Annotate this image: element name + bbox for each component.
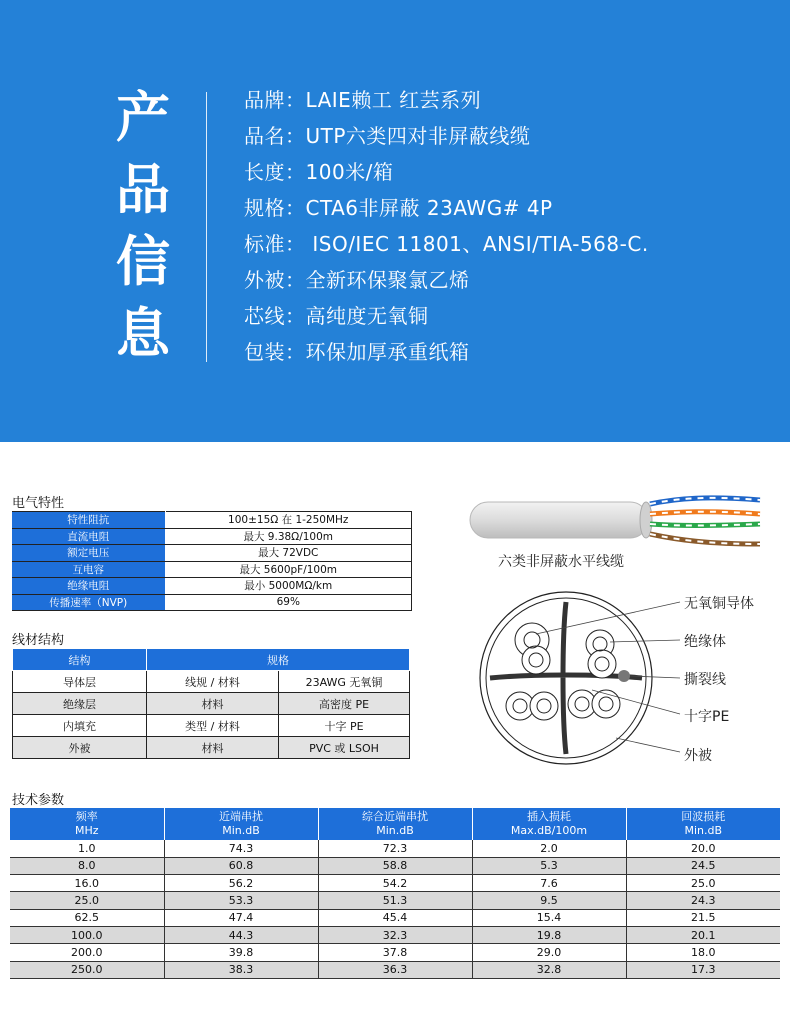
table-cell: 58.8 <box>318 857 472 874</box>
callout-ripcord: 撕裂线 <box>684 672 726 688</box>
spec-brand: 品牌：LAIE赖工 红芸系列 <box>244 88 482 112</box>
table-row <box>10 875 780 892</box>
param-value: 最大 5600pF/100m <box>165 561 412 578</box>
param-value: 最大 9.38Ω/100m <box>165 528 412 545</box>
table-cell: 100.0 <box>10 926 164 943</box>
structure-table <box>12 648 410 759</box>
header-unit: Min.dB <box>222 824 260 837</box>
table-cell: PVC 或 LSOH <box>279 737 410 759</box>
vertical-title-char: 息 <box>116 302 170 365</box>
table-cell: 20.0 <box>626 840 780 857</box>
param-key: 直流电阻 <box>12 528 165 545</box>
table-cell: 29.0 <box>472 944 626 961</box>
spec-standard: 标准： ISO/IEC 11801、ANSI/TIA-568-C. <box>244 232 649 256</box>
table-row <box>13 671 410 693</box>
table-cell: 9.5 <box>472 892 626 909</box>
table-cell: 24.3 <box>626 892 780 909</box>
table-row <box>10 840 780 857</box>
table-cell: 20.1 <box>626 926 780 943</box>
table-cell: 25.0 <box>10 892 164 909</box>
spec-length: 长度：100米/箱 <box>244 160 394 184</box>
header-label: 插入损耗 <box>527 810 571 823</box>
table-cell: 高密度 PE <box>279 693 410 715</box>
spec-list <box>244 84 649 372</box>
table-cell: 21.5 <box>626 909 780 926</box>
tech-title: 技术参数 <box>12 793 65 808</box>
table-cell: 38.3 <box>164 961 318 978</box>
header-unit: Min.dB <box>684 824 723 837</box>
table-cell: 25.0 <box>626 875 780 892</box>
callout-cross-filler: 十字PE <box>684 709 730 725</box>
table-row <box>12 561 412 578</box>
table-cell: 类型 / 材料 <box>147 715 279 737</box>
param-value: 最小 5000MΩ/km <box>165 578 412 595</box>
structure-title: 线材结构 <box>12 633 65 648</box>
header-unit: Min.dB <box>376 824 414 837</box>
table-row <box>12 512 412 529</box>
table-cell: 材料 <box>147 737 279 759</box>
header-label: 回波损耗 <box>681 810 726 823</box>
param-key: 额定电压 <box>12 545 165 562</box>
vertical-title <box>108 82 178 370</box>
table-cell: 5.3 <box>472 857 626 874</box>
column-header: 结构 <box>13 649 147 671</box>
spec-jacket: 外被：全新环保聚氯乙烯 <box>244 268 470 292</box>
callout-insulation: 绝缘体 <box>684 634 726 650</box>
column-header <box>318 808 472 840</box>
param-value: 69% <box>165 594 412 611</box>
param-value: 最大 72VDC <box>165 545 412 562</box>
param-key: 互电容 <box>12 561 165 578</box>
column-header <box>472 808 626 840</box>
table-row <box>13 737 410 759</box>
column-header <box>10 808 164 840</box>
table-cell: 54.2 <box>318 875 472 892</box>
table-cell: 74.3 <box>164 840 318 857</box>
cable-caption: 六类非屏蔽水平线缆 <box>498 554 624 570</box>
param-key: 传播速率（NVP) <box>12 594 165 611</box>
table-cell: 36.3 <box>318 961 472 978</box>
table-cell: 23AWG 无氧铜 <box>279 671 410 693</box>
column-header <box>164 808 318 840</box>
table-row <box>10 909 780 926</box>
table-row <box>13 693 410 715</box>
callout-conductor: 无氧铜导体 <box>684 596 754 612</box>
spec-specification: 规格：CTA6非屏蔽 23AWG# 4P <box>244 196 553 220</box>
table-cell: 72.3 <box>318 840 472 857</box>
table-cell: 内填充 <box>13 715 147 737</box>
header-label: 频率 <box>75 810 98 823</box>
table-cell: 1.0 <box>10 840 164 857</box>
header-label: 综合近端串扰 <box>362 810 428 823</box>
header-unit: Max.dB/100m <box>510 824 588 837</box>
table-cell: 250.0 <box>10 961 164 978</box>
table-cell: 44.3 <box>164 926 318 943</box>
table-row <box>10 857 780 874</box>
vertical-title-char: 产 <box>116 86 170 149</box>
table-cell: 47.4 <box>164 909 318 926</box>
table-cell: 材料 <box>147 693 279 715</box>
param-value: 100±15Ω 在 1-250MHz <box>165 512 412 529</box>
callout-jacket: 外被 <box>684 748 712 764</box>
cable-cross-section <box>470 588 682 768</box>
cable-side-illustration <box>468 494 763 554</box>
table-row <box>13 715 410 737</box>
divider-line <box>206 92 207 362</box>
table-cell: 8.0 <box>10 857 164 874</box>
table-cell: 外被 <box>13 737 147 759</box>
table-cell: 18.0 <box>626 944 780 961</box>
table-cell: 45.4 <box>318 909 472 926</box>
vertical-title-char: 信 <box>116 230 170 293</box>
header-unit: MHz <box>74 824 99 837</box>
tech-table <box>10 808 780 979</box>
table-cell: 7.6 <box>472 875 626 892</box>
table-header-row <box>10 808 780 840</box>
param-key: 绝缘电阻 <box>12 578 165 595</box>
electrical-title: 电气特性 <box>12 496 65 511</box>
table-row <box>10 926 780 943</box>
table-cell: 32.3 <box>318 926 472 943</box>
spec-product-name: 品名：UTP六类四对非屏蔽线缆 <box>244 124 531 148</box>
table-cell: 导体层 <box>13 671 147 693</box>
table-header-row <box>13 649 410 671</box>
table-cell: 绝缘层 <box>13 693 147 715</box>
table-cell: 56.2 <box>164 875 318 892</box>
table-cell: 24.5 <box>626 857 780 874</box>
table-cell: 16.0 <box>10 875 164 892</box>
spec-conductor: 芯线：高纯度无氧铜 <box>244 304 429 328</box>
table-cell: 51.3 <box>318 892 472 909</box>
table-cell: 39.8 <box>164 944 318 961</box>
table-row <box>10 892 780 909</box>
table-cell: 17.3 <box>626 961 780 978</box>
table-cell: 2.0 <box>472 840 626 857</box>
header-label: 近端串扰 <box>219 810 263 823</box>
electrical-table <box>12 511 412 611</box>
column-header: 规格 <box>147 649 410 671</box>
vertical-title-char: 品 <box>116 158 170 221</box>
table-row <box>12 578 412 595</box>
param-key: 特性阻抗 <box>12 512 165 529</box>
table-row <box>10 961 780 978</box>
table-cell: 十字 PE <box>279 715 410 737</box>
table-cell: 62.5 <box>10 909 164 926</box>
table-cell: 线规 / 材料 <box>147 671 279 693</box>
table-cell: 37.8 <box>318 944 472 961</box>
table-row <box>12 594 412 611</box>
table-cell: 200.0 <box>10 944 164 961</box>
table-cell: 60.8 <box>164 857 318 874</box>
table-cell: 15.4 <box>472 909 626 926</box>
spec-packaging: 包装：环保加厚承重纸箱 <box>244 340 470 364</box>
table-cell: 53.3 <box>164 892 318 909</box>
table-row <box>10 944 780 961</box>
table-cell: 32.8 <box>472 961 626 978</box>
table-row <box>12 528 412 545</box>
table-cell: 19.8 <box>472 926 626 943</box>
table-row <box>12 545 412 562</box>
product-info-banner <box>0 0 790 442</box>
column-header <box>626 808 780 840</box>
